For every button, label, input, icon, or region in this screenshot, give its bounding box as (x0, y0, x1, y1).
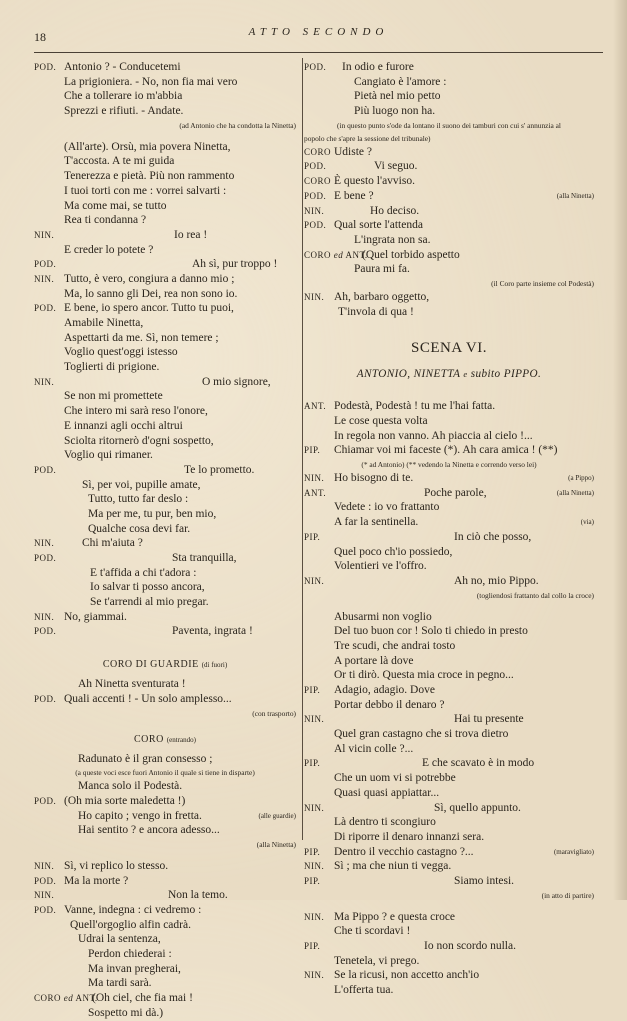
verse-text: Del tuo buon cor ! Solo ti chiedo in presto (334, 625, 528, 638)
verse-line (304, 399, 594, 414)
stage-direction: (alla Ninetta) (256, 839, 296, 849)
speaker-label: NIN. (304, 205, 325, 216)
verse-text: Ah Ninetta sventurata ! (78, 678, 186, 691)
verse-text: Non la temo. (168, 889, 228, 902)
speaker-label: POD. (34, 693, 57, 704)
verse-line (34, 976, 296, 991)
speaker-label: POD. (34, 62, 57, 72)
speaker-label: NIN. (304, 473, 325, 484)
speaker-label: POD. (34, 303, 57, 314)
speaker-label: NIN. (304, 970, 325, 981)
verse-line (34, 779, 296, 794)
verse-text: E bene ? (334, 189, 374, 202)
verse-text: Se la ricusi, non accetto anch'io (334, 969, 480, 982)
speaker-label: CORO (304, 146, 332, 157)
verse-line (304, 159, 594, 174)
inline-direction: (alla Ninetta) (556, 488, 594, 497)
verse-line (304, 174, 594, 189)
speaker-label: NIN. (34, 376, 55, 387)
verse-text: Ah, barbaro oggetto, (334, 290, 430, 303)
verse-line (304, 845, 594, 860)
speaker-label: POD. (304, 190, 327, 201)
verse-line (304, 305, 594, 320)
verse-text: Siamo intesi. (454, 874, 515, 887)
verse-text: Che a tollerare io m'abbia (64, 90, 183, 103)
verse-text: Sì ; ma che niun ti vegga. (334, 860, 452, 873)
verse-line (34, 478, 296, 493)
verse-text: Radunato è il gran consesso ; (78, 752, 213, 765)
verse-text: Ah sì, pur troppo ! (192, 258, 278, 271)
verse-text: Voglio qui rimaner. (64, 449, 153, 462)
verse-text: Che un uom vi si potrebbe (334, 772, 456, 785)
verse-line (304, 771, 594, 786)
speaker-label: NIN. (304, 911, 325, 922)
speaker-label: PIP. (304, 758, 321, 769)
speaker-label: POD. (304, 62, 327, 72)
verse-line (34, 566, 296, 581)
verse-text: Vanne, indegna : ci vedremo : (64, 904, 202, 916)
speaker-label: POD. (34, 626, 57, 637)
speaker-label: PIP. (304, 445, 321, 456)
verse-line (304, 471, 594, 486)
verse-line (34, 463, 296, 478)
verse-line (34, 903, 296, 918)
stage-direction: (il Coro parte insieme col Podestà) (491, 278, 594, 288)
verse-text: Paventa, ingrata ! (172, 625, 253, 638)
verse-text: Cangiato è l'amore : (354, 75, 447, 88)
speaker-label: NIN. (304, 575, 325, 586)
verse-text: Perdon chiederai : (88, 948, 172, 961)
speaker-label: POD. (34, 553, 57, 563)
verse-text: Ma, lo sanno gli Dei, rea non sono io. (64, 287, 238, 300)
scene-cast: ANTONIO, NINETTA e subito PIPPO. (356, 368, 542, 381)
verse-text: Amabile Ninetta, (64, 317, 144, 329)
verse-text: A far la sentinella. (334, 516, 419, 529)
verse-text: E creder lo potete ? (64, 243, 154, 256)
verse-line (34, 888, 296, 903)
verse-line (304, 486, 594, 501)
verse-line (34, 375, 296, 390)
verse-text: I tuoi torti con me : vorrei salvarti : (64, 184, 227, 197)
speaker-label: NIN. (34, 860, 55, 871)
heading-annotation: (di fuori) (201, 661, 228, 670)
verse-line (34, 752, 296, 767)
verse-line (304, 801, 594, 816)
verse-text: Poche parole, (424, 486, 487, 499)
verse-text: Ma per me, tu pur, ben mio, (88, 507, 217, 520)
spacer (304, 602, 594, 610)
verse-line (304, 968, 594, 983)
verse-line (304, 954, 594, 969)
verse-line (304, 815, 594, 830)
verse-line (34, 228, 296, 243)
verse-line (34, 272, 296, 287)
speaker-label: PIP. (304, 941, 321, 951)
verse-text: Le cose questa volta (334, 415, 428, 427)
verse-text: Sciolta ritornerò d'ogni sospetto, (64, 434, 214, 447)
verse-text: No, giammai. (64, 610, 127, 623)
verse-line (304, 545, 594, 560)
verse-line (304, 89, 594, 104)
verse-line (304, 443, 594, 458)
verse-text: Ah no, mio Pippo. (454, 574, 539, 587)
speaker-label: NIN. (34, 611, 55, 622)
verse-line (34, 492, 296, 507)
verse-text: Quell'orgoglio alfin cadrà. (70, 918, 191, 931)
speaker-label: POD. (34, 259, 57, 270)
verse-line (34, 104, 296, 119)
header-rule (34, 52, 603, 53)
verse-line (304, 786, 594, 801)
inline-direction: (alla Ninetta) (556, 191, 594, 200)
verse-text: E che scavato è in modo (422, 757, 535, 770)
verse-text: Abusarmi non voglio (334, 610, 432, 623)
verse-line (34, 287, 296, 302)
verse-text: Io non scordo nulla. (424, 940, 516, 952)
stage-direction: (con trasporto) (252, 708, 296, 718)
inline-direction: (via) (580, 518, 594, 527)
stage-direction: (in atto di partire) (541, 890, 594, 900)
verse-text: Aspettarti da me. Sì, non temere ; (64, 331, 219, 344)
verse-line (34, 389, 296, 404)
verse-line (34, 60, 296, 75)
verse-line (34, 213, 296, 228)
verse-line (34, 419, 296, 434)
verse-text: Tutto, tutto far deslo : (88, 493, 189, 506)
page-header (34, 24, 603, 48)
verse-line (34, 823, 296, 838)
verse-text: Quel gran castagno che si trova dietro (334, 728, 509, 741)
verse-line (304, 574, 594, 589)
verse-text: Quel poco ch'io possiedo, (334, 545, 453, 558)
verse-text: Quasi quasi appiattar... (334, 786, 440, 799)
verse-text: Tutto, è vero, congiura a danno mio ; (64, 272, 235, 285)
verse-text: Antonio ? - Conducetemi (64, 61, 181, 73)
verse-line (34, 918, 296, 933)
verse-text: Udrai la sentenza, (78, 933, 161, 946)
verse-text: Più luogo non ha. (354, 105, 436, 118)
verse-line (304, 874, 594, 889)
spacer (304, 902, 594, 910)
verse-line (304, 983, 594, 998)
speaker-label: CORO ed ANT. (304, 249, 368, 260)
speaker-label: CORO (304, 176, 332, 187)
verse-line (304, 742, 594, 757)
verse-text: Io rea ! (174, 228, 208, 241)
verse-line (304, 559, 594, 574)
speaker-label: PIP. (304, 685, 321, 695)
spacer (34, 851, 296, 859)
verse-text: T'accosta. A te mi guida (64, 155, 175, 168)
verse-line (34, 595, 296, 610)
verse-line (304, 624, 594, 639)
stage-direction: (ad Antonio che ha condotta la Ninetta) (179, 120, 296, 130)
verse-text: Tenerezza e pietà. Più non rammento (64, 170, 235, 183)
verse-line (304, 189, 594, 204)
verse-text: Qualche cosa devi far. (88, 522, 191, 535)
verse-text: A portare là dove (334, 654, 414, 667)
speaker-label: CORO ed ANT. (34, 993, 98, 1004)
verse-line (34, 932, 296, 947)
verse-line (34, 991, 296, 1006)
verse-line (34, 507, 296, 522)
verse-text: Hai tu presente (454, 713, 524, 726)
speaker-label: NIN. (34, 890, 55, 901)
verse-text: Tre scudi, che andrai tosto (334, 639, 456, 652)
chorus-heading: CORO (entrando) (134, 733, 196, 745)
stage-direction: popolo che s'apre la sessione del tribunale) (304, 133, 431, 143)
verse-line (304, 727, 594, 742)
verse-text: Se non mi promettete (64, 390, 163, 403)
verse-text: Ma tardi sarà. (88, 977, 152, 990)
verse-text: Ma come mai, se tutto (64, 199, 167, 212)
verse-text: Chi m'aiuta ? (82, 537, 143, 550)
verse-line (34, 434, 296, 449)
verse-text: (Quel torbido aspetto (362, 248, 460, 261)
verse-text: E innanzi agli occhi altrui (64, 419, 183, 432)
verse-line (34, 316, 296, 331)
verse-text: In ciò che posso, (454, 530, 532, 543)
verse-text: (All'arte). Orsù, mia povera Ninetta, (64, 140, 231, 153)
verse-text: La prigioniera. - No, non fia mai vero (64, 75, 238, 88)
speaker-label: NIN. (304, 714, 325, 725)
verse-line (34, 75, 296, 90)
verse-line (34, 169, 296, 184)
verse-text: Portar debbo il denaro ? (334, 698, 445, 711)
speaker-label: NIN. (304, 861, 325, 872)
verse-line (34, 360, 296, 375)
verse-text: Dentro il vecchio castagno ?... (334, 845, 474, 858)
verse-text: Ma la morte ? (64, 874, 129, 887)
speaker-label: NIN. (34, 273, 55, 284)
verse-line (34, 301, 296, 316)
verse-text: Tenetela, vi prego. (334, 954, 420, 967)
verse-text: Quali accenti ! - Un solo amplesso... (64, 692, 232, 705)
verse-line (34, 947, 296, 962)
verse-text: Sì, per voi, pupille amate, (82, 478, 201, 491)
verse-text: Paura mi fa. (354, 263, 410, 276)
verse-line (34, 580, 296, 595)
verse-line (304, 60, 594, 75)
verse-text: Là dentro ti scongiuro (334, 816, 436, 829)
verse-text: Sta tranquilla, (172, 552, 237, 564)
inline-direction: (a Pippo) (568, 474, 594, 483)
verse-text: (Oh ciel, che fia mai ! (92, 992, 193, 1005)
verse-text: Io salvar ti posso ancora, (90, 581, 205, 594)
verse-line (34, 89, 296, 104)
verse-line (304, 204, 594, 219)
verse-text: O mio signore, (202, 375, 271, 388)
stage-direction: (togliendosi frattanto dal collo la croce) (476, 590, 594, 600)
right-column (304, 60, 594, 998)
heading-annotation: (entrando) (166, 735, 196, 744)
verse-line (304, 218, 594, 233)
verse-line (34, 140, 296, 155)
verse-line (34, 794, 296, 809)
spacer (34, 132, 296, 140)
verse-line (304, 515, 594, 530)
verse-line (34, 551, 296, 566)
verse-line (304, 145, 594, 160)
verse-text: Di riporre il denaro innanzi sera. (334, 830, 485, 843)
speaker-label: POD. (34, 905, 57, 915)
verse-text: Ma Pippo ? e questa croce (334, 910, 456, 923)
verse-text: Podestà, Podestà ! tu me l'hai fatta. (334, 400, 496, 413)
spacer (304, 385, 594, 399)
verse-line (34, 536, 296, 551)
verse-text: (Oh mia sorte maledetta !) (64, 794, 186, 807)
verse-line (304, 910, 594, 925)
verse-line (34, 692, 296, 707)
verse-text: Volentieri ve l'offro. (334, 560, 427, 573)
verse-text: Che intero mi sarà reso l'onore, (64, 405, 208, 418)
verse-line (304, 859, 594, 874)
stage-direction: (a queste voci esce fuori Antonio il quale si tiene in disparte) (75, 768, 255, 778)
speaker-label: POD. (304, 161, 327, 172)
verse-line (304, 610, 594, 625)
verse-line (34, 809, 296, 824)
verse-text: Pietà nel mio petto (354, 90, 441, 103)
verse-text: Sprezzi e rifiuti. - Andate. (64, 105, 184, 118)
verse-line (34, 184, 296, 199)
speaker-label: NIN. (34, 229, 55, 240)
verse-line (34, 610, 296, 625)
verse-line (304, 530, 594, 545)
verse-line (34, 677, 296, 692)
speaker-label: PIP. (304, 875, 321, 886)
speaker-label: PIP. (304, 531, 321, 542)
verse-line (304, 756, 594, 771)
chorus-heading: CORO DI GUARDIE (di fuori) (102, 659, 228, 671)
verse-text: Manca solo il Podestà. (78, 780, 183, 793)
inline-direction: (alle guardie) (258, 811, 296, 820)
verse-text: Ho bisogno di te. (334, 472, 414, 485)
verse-text: Adagio, adagio. Dove (334, 684, 435, 696)
speaker-label: POD. (34, 795, 57, 806)
speaker-label: POD. (34, 464, 57, 475)
spacer (34, 720, 296, 728)
verse-text: Toglierti di prigione. (64, 361, 160, 374)
verse-text: Voglio quest'oggi istesso (64, 346, 178, 359)
verse-text: Se t'arrendi al mio pregar. (90, 596, 209, 609)
verse-line (304, 248, 594, 263)
verse-line (304, 712, 594, 727)
verse-text: Sì, vi replico lo stesso. (64, 859, 169, 872)
verse-line (304, 75, 594, 90)
verse-line (34, 859, 296, 874)
verse-line (304, 500, 594, 515)
verse-text: Ma invan pregherai, (88, 962, 181, 975)
verse-text: Hai sentito ? e ancora adesso... (78, 824, 220, 837)
verse-text: Qual sorte l'attenda (334, 219, 423, 232)
verse-line (34, 345, 296, 360)
verse-text: Rea ti condanna ? (64, 214, 147, 227)
verse-line (34, 874, 296, 889)
verse-line (304, 939, 594, 954)
speaker-label: NIN. (34, 538, 55, 549)
verse-text: E t'affida a chi t'adora : (90, 566, 197, 579)
verse-line (304, 104, 594, 119)
verse-text: L'offerta tua. (334, 984, 394, 997)
verse-line (34, 624, 296, 639)
verse-text: Vi seguo. (374, 160, 418, 173)
verse-line (304, 698, 594, 713)
verse-text: Te lo prometto. (184, 463, 255, 476)
verse-line (34, 448, 296, 463)
verse-line (34, 1006, 296, 1021)
stage-direction: (in questo punto s'ode da lontano il suono dei tamburi con cui s' annunzia al (337, 120, 561, 130)
verse-text: L'ingrata non sa. (354, 233, 431, 246)
verse-line (304, 429, 594, 444)
verse-line (34, 522, 296, 537)
column-separator (302, 58, 303, 840)
verse-text: T'invola di qua ! (338, 305, 414, 318)
verse-text: In odio e furore (342, 61, 414, 73)
verse-text: Sospetto mi dà.) (88, 1006, 164, 1019)
spacer (34, 639, 296, 653)
running-head: ATTO SECONDO (248, 26, 389, 38)
verse-line (34, 404, 296, 419)
inline-direction: (maravigliato) (553, 847, 594, 856)
verse-line (304, 414, 594, 429)
verse-line (304, 683, 594, 698)
speaker-label: ANT. (304, 401, 327, 412)
scene-heading: SCENA VI. (411, 340, 487, 357)
verse-text: Al vicin colle ?... (334, 742, 414, 755)
speaker-label: ANT. (304, 487, 327, 498)
speaker-label: POD. (304, 220, 327, 231)
verse-line (304, 668, 594, 683)
verse-line (304, 639, 594, 654)
verse-line (304, 290, 594, 305)
verse-line (304, 654, 594, 669)
verse-text: E bene, io spero ancor. Tutto tu puoi, (64, 302, 234, 315)
verse-line (304, 262, 594, 277)
spacer (304, 319, 594, 333)
verse-line (34, 199, 296, 214)
verse-line (34, 243, 296, 258)
verse-text: Ho deciso. (370, 204, 420, 217)
verse-text: Che ti scordavi ! (334, 925, 411, 938)
verse-text: Or ti dirò. Questa mia croce in pegno... (334, 669, 514, 682)
verse-text: Chiamar voi mi faceste (*). Ah cara amica ! (**) (334, 444, 558, 457)
verse-text: È questo l'avviso. (334, 175, 415, 188)
verse-line (304, 830, 594, 845)
verse-line (34, 257, 296, 272)
verse-text: Ho capito ; vengo in fretta. (78, 809, 202, 822)
verse-line (34, 154, 296, 169)
speaker-label: PIP. (304, 846, 321, 857)
stage-direction: (* ad Antonio) (** vedendo la Ninetta e correndo verso lei) (361, 460, 537, 470)
verse-text: In regola non vanno. Ah piaccia al cielo !... (334, 429, 533, 442)
speaker-label: POD. (34, 875, 57, 886)
page-number: 18 (34, 30, 46, 44)
page-edge-shadow (613, 0, 627, 900)
speaker-label: NIN. (304, 802, 325, 813)
verse-text: Vedete : io vo frattanto (334, 501, 440, 514)
left-column (34, 60, 296, 1021)
verse-line (304, 233, 594, 248)
verse-line (34, 331, 296, 346)
verse-line (34, 962, 296, 977)
verse-text: Udiste ? (334, 145, 373, 158)
speaker-label: NIN. (304, 291, 325, 302)
verse-line (304, 924, 594, 939)
verse-text: Sì, quello appunto. (434, 801, 521, 814)
